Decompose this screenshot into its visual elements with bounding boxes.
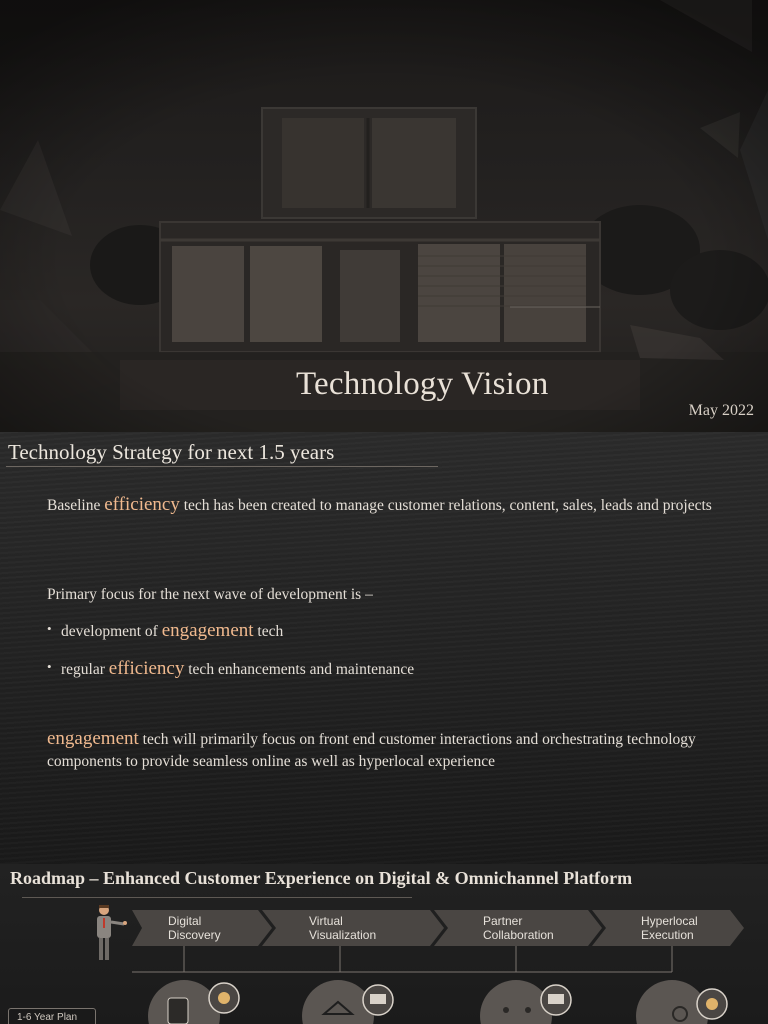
strategy-slide — [0, 432, 768, 864]
step-label: Partner — [483, 914, 523, 928]
highlight-term: engagement — [161, 620, 254, 641]
digital-discovery-icon — [148, 980, 239, 1024]
step-label: Discovery — [168, 928, 221, 942]
step-label: Hyperlocal — [641, 914, 698, 928]
bullet-dot: • — [47, 621, 52, 636]
cover-title: Technology Vision — [296, 366, 549, 402]
partner-collaboration-icon — [480, 980, 571, 1024]
roadmap-slide — [0, 864, 768, 1024]
baseline-paragraph — [47, 494, 737, 517]
step-label: Virtual — [309, 914, 343, 928]
bullet-item-engagement — [47, 620, 283, 642]
bullet-dot: • — [47, 659, 52, 674]
focus-paragraph: Primary focus for the next wave of development is – — [47, 586, 373, 603]
roadmap-step-partner-collaboration — [483, 914, 554, 942]
bullet-item-efficiency — [47, 658, 414, 680]
highlight-term: efficiency — [108, 658, 185, 679]
step-label: Collaboration — [483, 928, 554, 942]
roadmap-step-digital-discovery — [168, 914, 221, 942]
bullet-text: development of — [61, 623, 162, 640]
step-label: Visualization — [309, 928, 377, 942]
cover-slide — [0, 0, 768, 432]
step-label: Digital — [168, 914, 202, 928]
title-divider — [6, 466, 438, 467]
bullet-text: tech enhancements and maintenance — [184, 661, 415, 678]
paragraph-text: tech will primarily focus on front end customer interactions and orchestrating technology components to provide seamless online as well as hyperlocal experience — [47, 731, 696, 770]
highlight-term: engagement — [47, 728, 139, 749]
roadmap-step-virtual-visualization — [309, 914, 376, 942]
virtual-visualization-icon — [302, 980, 393, 1024]
highlight-term: efficiency — [104, 494, 180, 515]
hyperlocal-execution-icon — [636, 980, 727, 1024]
paragraph-text: tech has been created to manage customer relations, content, sales, leads and projects — [179, 497, 712, 514]
bullet-text: tech — [253, 623, 284, 640]
engagement-paragraph — [47, 728, 737, 773]
presenter-figure-icon — [97, 905, 127, 960]
step-label: Execution — [641, 928, 694, 942]
strategy-title: Technology Strategy for next 1.5 years — [8, 440, 335, 464]
year-plan-tab[interactable]: 1-6 Year Plan — [8, 1008, 96, 1024]
roadmap-step-hyperlocal-execution — [641, 914, 698, 942]
bullet-text: regular — [61, 661, 109, 678]
roadmap-diagram — [0, 864, 768, 1024]
paragraph-text: Baseline — [47, 497, 105, 514]
roadmap-title: Roadmap – Enhanced Customer Experience on Digital & Omnichannel Platform — [10, 868, 633, 888]
cover-date: May 2022 — [688, 402, 754, 419]
